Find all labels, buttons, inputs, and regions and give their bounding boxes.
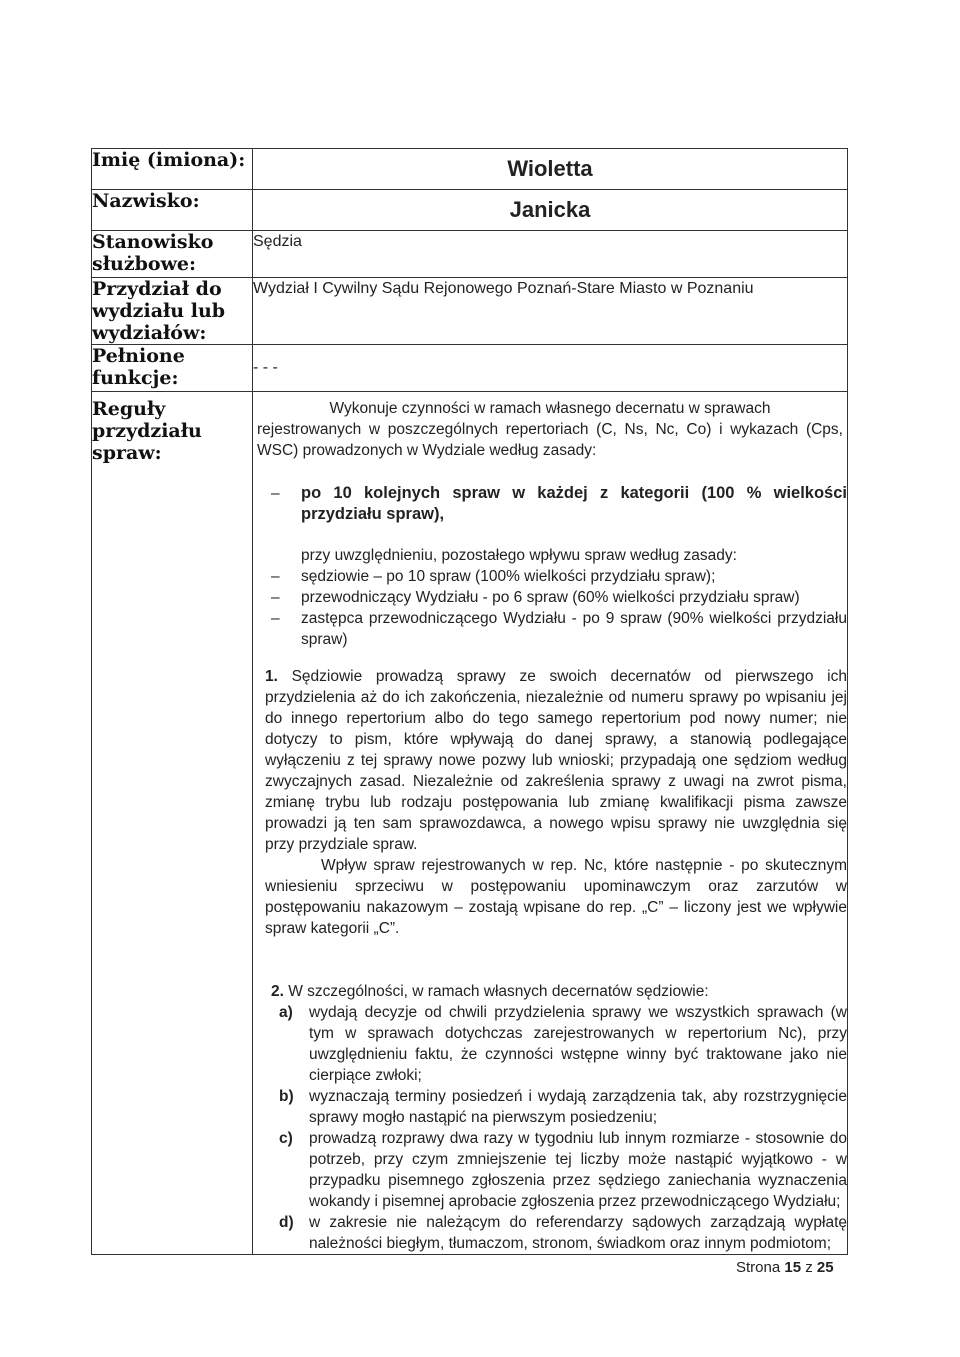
main-rule-item [271, 483, 847, 525]
list-text: wyznaczają terminy posiedzeń i wydają zarządzenia tak, aby rozstrzygnięcie sprawy mogło nastąpić na pierwszym posiedzeniu; [309, 1088, 847, 1126]
table-row [92, 392, 848, 1255]
paragraph-2 [271, 981, 847, 1002]
dash-bullet: – [271, 610, 280, 627]
page-total: 25 [816, 1259, 834, 1276]
list-text: prowadzą rozprawy dwa razy w tygodniu lub innym rozmiarze - stosownie do potrzeb, przy czym zmniejszenie tej liczby może nastąpić wyjątkowo - w przypadku pisemnego zgłoszenia przez sędziego zaniechania wyznaczenia wokandy i pisemnej aprobacie zgłoszenia przez przewodniczącego Wydziału; [309, 1130, 847, 1210]
page-prefix: Strona [736, 1259, 781, 1276]
sub-rule-text: przewodniczący Wydziału - po 6 spraw (60% wielkości przydziału spraw) [301, 589, 800, 606]
table-row [92, 278, 848, 345]
list-item [279, 1212, 847, 1254]
position-label: Stanowisko służbowe: [92, 231, 253, 278]
page-number [736, 1259, 834, 1276]
page-separator: z [805, 1259, 813, 1276]
main-rule-text: po 10 kolejnych spraw w każdej z kategorii (100 % wielkości przydziału spraw), [301, 484, 847, 523]
first-name-value: Wioletta [253, 149, 848, 190]
page-current: 15 [784, 1259, 802, 1276]
dash-bullet: – [271, 485, 280, 502]
dash-bullet: – [271, 568, 280, 585]
list-letter: c) [279, 1130, 293, 1147]
paragraph-1-continued: Wpływ spraw rejestrowanych w rep. Nc, które następnie - po skutecznym wniesieniu sprzeciwu w postępowaniu upominawczym oraz zarzutów w postępowaniu nakazowym – zostają wpisane do rep. „C” – liczony jest we wpływie spraw kategorii „C”. [265, 857, 847, 937]
rules-intro-line1: Wykonuje czynności w ramach własnego decernatu w sprawach [329, 400, 771, 417]
department-label: Przydział do wydziału lub wydziałów: [92, 278, 253, 345]
rules-label: Reguły przydziału spraw: [92, 392, 253, 1255]
paragraph-1-number: 1. [265, 668, 278, 685]
table-row [92, 345, 848, 392]
rules-intro-line2: rejestrowanych w poszczególnych repertoriach (C, Ns, Nc, Co) i wykazach (Cps, WSC) prowadzonych w Wydziale według zasady: [257, 421, 843, 459]
table-row [92, 231, 848, 278]
list-item [279, 1086, 847, 1128]
list-text: w zakresie nie należącym do referendarzy sądowych zarządzają wypłatę należności biegłym, tłumaczom, stronom, świadkom oraz innym podmiotom; [309, 1214, 847, 1252]
last-name-label: Nazwisko: [92, 190, 253, 231]
sub-rule-text: zastępca przewodniczącego Wydziału - po 9 spraw (90% wielkości przydziału spraw) [301, 610, 847, 648]
paragraph-2-intro: W szczególności, w ramach własnych decernatów sędziowie: [288, 983, 709, 1000]
paragraph-1 [265, 666, 847, 855]
functions-label: Pełnione funkcje: [92, 345, 253, 392]
list-letter: a) [279, 1004, 293, 1021]
paragraph-2-number: 2. [271, 983, 284, 1000]
last-name-value: Janicka [253, 190, 848, 231]
sub-rule-item [271, 587, 847, 608]
list-text: wydają decyzje od chwili przydzielenia sprawy we wszystkich sprawach (w tym w sprawach dotychczas zarejestrowanych w repertorium Nc), przy uwzględnieniu faktu, że czynności wstępne winny być traktowane jako nie cierpiące zwłoki; [309, 1004, 847, 1084]
list-letter: b) [279, 1088, 294, 1105]
paragraph-1-text: Sędziowie prowadzą sprawy ze swoich decernatów od pierwszego ich przydzielenia aż do ich zakończenia, niezależnie od numeru sprawy po wpisaniu jej do innego repertorium albo do tego samego repertorium pod nowy numer; nie dotyczy to pism, które wpływają do danej sprawy, a stanowią podlegające wyłączeniu z tej sprawy nowe pozwy lub wnioski; przypadają one sędziom według zwyczajnych zasad. Niezależnie od zakreślenia sprawy z uwagi na zwrot pisma, zmianę trybu lub rodzaju postępowania lub zmianę kwalifikacji pisma zawsze prowadzi ją ten sam sprawozdawca, a nowego wpisu sprawy nie uwzględnia się przy przydziale spraw. [265, 668, 847, 853]
position-value: Sędzia [253, 231, 848, 278]
table-row [92, 149, 848, 190]
sub-rule-text: sędziowie – po 10 spraw (100% wielkości przydziału spraw); [301, 568, 716, 585]
sub-rule-item [271, 566, 847, 587]
department-value: Wydział I Cywilny Sądu Rejonowego Poznań-Stare Miasto w Poznaniu [253, 278, 848, 345]
sub-rule-item [271, 608, 847, 650]
personal-info-table [91, 148, 848, 1255]
first-name-label: Imię (imiona): [92, 149, 253, 190]
dash-bullet: – [271, 589, 280, 606]
sub-rules-intro: przy uwzględnieniu, pozostałego wpływu spraw według zasady: [301, 547, 737, 564]
list-letter: d) [279, 1214, 294, 1231]
table-row [92, 190, 848, 231]
functions-value: - - - [253, 345, 848, 392]
rules-content [253, 392, 848, 1255]
list-item [279, 1128, 847, 1212]
list-item [279, 1002, 847, 1086]
